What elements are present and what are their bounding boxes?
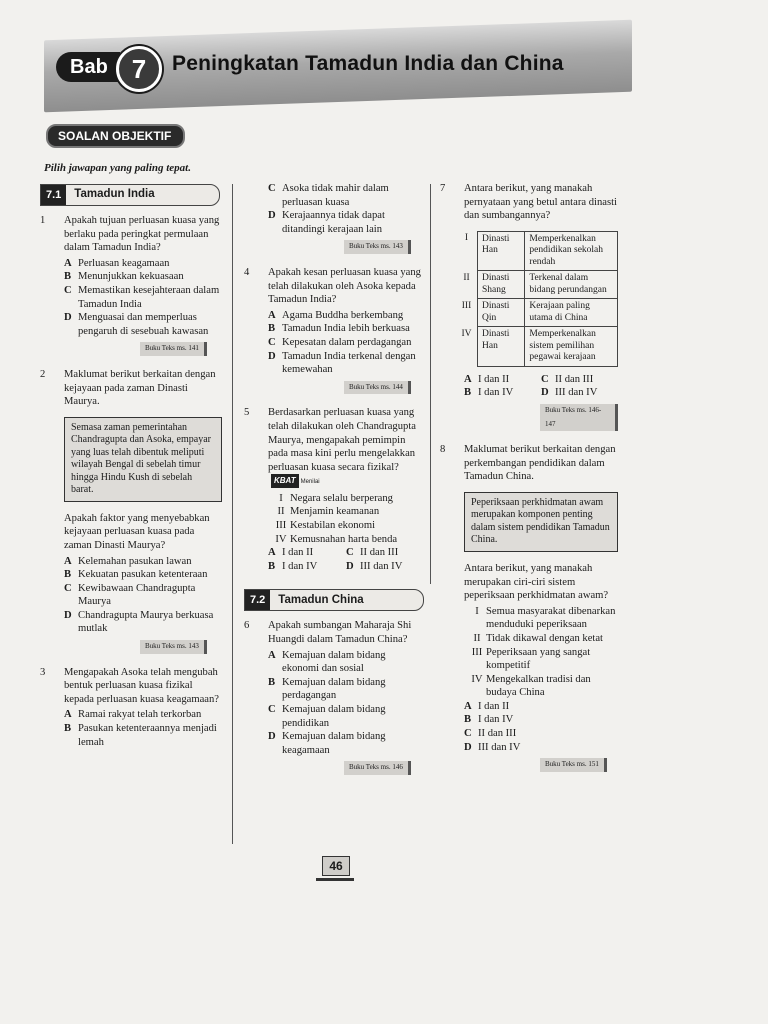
question-number: 5: [244, 407, 250, 419]
table-row: [456, 231, 618, 271]
roman-item: [272, 505, 424, 519]
option-text: III dan IV: [478, 741, 521, 753]
option-letter: A: [464, 700, 472, 712]
option-text: Agama Buddha berkembang: [282, 309, 404, 321]
option-text: III dan IV: [555, 387, 598, 399]
bab-label: Bab: [56, 52, 120, 82]
option-text: Kemajuan dalam bidang perdagangan: [282, 676, 386, 702]
textbook-reference: Buku Teks ms. 141: [140, 342, 207, 356]
option-text: Kemajuan dalam bidang ekonomi dan sosial: [282, 649, 386, 675]
question-6: [244, 619, 424, 646]
table-row: [456, 299, 618, 327]
textbook-reference: Buku Teks ms. 146-147: [540, 404, 618, 431]
option-letter: B: [464, 387, 472, 399]
option-row: [268, 560, 424, 574]
option-letter: C: [268, 704, 276, 715]
option[interactable]: [64, 284, 222, 311]
option[interactable]: [464, 713, 618, 727]
question-7: [440, 182, 618, 223]
question-2: [40, 368, 222, 409]
option-letter: C: [541, 373, 549, 385]
roman-item: [468, 632, 618, 646]
column-divider: [232, 184, 233, 844]
option[interactable]: [64, 568, 222, 582]
question-5: [244, 406, 424, 490]
option[interactable]: [464, 373, 541, 387]
option-letter: C: [346, 547, 354, 559]
option-text: Kekuatan pasukan ketenteraan: [78, 569, 208, 581]
question-number: 3: [40, 666, 46, 678]
option-text: Kemajuan dalam bidang keagamaan: [282, 731, 386, 756]
roman-numeral: I: [279, 492, 283, 504]
option-letter: D: [64, 312, 72, 324]
roman-numeral: IV: [275, 533, 287, 545]
question-text: Antara berikut, yang manakah merupakan ciri-ciri sistem peperiksaan perkhidmatan awam?: [464, 562, 609, 602]
option-text: II dan III: [478, 728, 517, 740]
info-box: Semasa zaman pemerintahan Chandragupta dan Asoka, empayar yang luas telah dibentuk meliputi wilayah Bengal di sebelah timur hingga Hindu Kush di sebelah barat.: [64, 417, 222, 502]
option[interactable]: [268, 182, 424, 209]
option-row: [464, 373, 618, 387]
question-text: Antara berikut, yang manakah pernyataan yang betul antara dinasti dan sumbangannya?: [464, 183, 617, 222]
option-letter: D: [268, 350, 276, 362]
question-3: [40, 666, 222, 707]
subsection-title: Tamadun India: [74, 188, 155, 201]
question-8: [440, 443, 618, 484]
option-text: II dan III: [555, 373, 594, 385]
question-text: Apakah kesan perluasan kuasa yang telah dilakukan oleh Asoka kepada Tamadun India?: [268, 266, 421, 306]
option-letter: D: [268, 210, 276, 222]
contribution-cell: Memperkenalkan sistem pemilihan pegawai kerajaan: [525, 327, 618, 367]
column-2: [244, 182, 424, 787]
info-box: Peperiksaan perkhidmatan awam merupakan komponen penting dalam sistem pendidikan Tamadun China.: [464, 492, 618, 552]
option[interactable]: [268, 350, 424, 377]
roman-numeral: III: [275, 520, 287, 532]
roman-item: [468, 605, 618, 632]
roman-numeral: II: [473, 632, 481, 644]
roman-numeral: II: [277, 506, 285, 518]
option-text: I dan IV: [478, 387, 514, 399]
dynasty-cell: Dinasti Han: [478, 231, 525, 271]
roman-text: Kestabilan ekonomi: [290, 520, 376, 532]
subsection-header-7-1: [40, 184, 220, 206]
question-4: [244, 266, 424, 307]
option[interactable]: [268, 676, 424, 703]
question-text: Apakah tujuan perluasan kuasa yang berlaku pada peringkat permulaan dalam Tamadun India?: [64, 215, 220, 254]
option-letter: C: [268, 336, 276, 348]
option-letter: A: [268, 547, 276, 559]
option-letter: A: [64, 709, 72, 721]
roman-text: Menjamin keamanan: [290, 506, 380, 518]
chapter-title: Peningkatan Tamadun India dan China: [172, 52, 564, 75]
option-letter: C: [464, 728, 472, 740]
roman-item: [272, 519, 424, 533]
page-number-underline: [316, 878, 354, 881]
option-letter: C: [64, 582, 72, 594]
roman-item: [272, 492, 424, 506]
option-row: [464, 386, 618, 400]
option[interactable]: [346, 560, 424, 574]
roman-numeral: IV: [471, 673, 483, 685]
roman-numeral: I: [475, 605, 479, 617]
option[interactable]: [268, 309, 424, 323]
option[interactable]: [268, 560, 346, 574]
textbook-reference: Buku Teks ms. 143: [344, 240, 411, 254]
option-letter: B: [64, 271, 72, 283]
question-number: 6: [244, 620, 250, 632]
section-label: SOALAN OBJEKTIF: [46, 124, 185, 148]
column-divider: [430, 184, 431, 584]
option-text: Kelemahan pasukan lawan: [78, 555, 192, 567]
subsection-number: 7.2: [245, 590, 270, 610]
option-letter: B: [64, 569, 72, 581]
question-number: 8: [440, 444, 446, 456]
option[interactable]: [64, 708, 222, 722]
question-text: Berdasarkan perluasan kuasa yang telah dilakukan oleh Chandragupta Maurya, mengapakah pemimpin pada masa kini perlu mengelakkan perluasan kuasa secara fizikal?: [268, 407, 416, 473]
roman-text: Kemusnahan harta benda: [290, 533, 398, 545]
column-1: [40, 184, 222, 749]
option-text: I dan II: [478, 700, 510, 712]
option[interactable]: [64, 257, 222, 271]
option-text: Chandragupta Maurya berkuasa mutlak: [78, 609, 214, 635]
option[interactable]: [268, 546, 346, 560]
kbat-level: Menilai: [300, 479, 320, 486]
contribution-cell: Memperkenalkan pendidikan sekolah rendah: [525, 231, 618, 271]
option[interactable]: [464, 386, 541, 400]
option-text: I dan IV: [478, 714, 514, 726]
roman-numeral: III: [461, 300, 472, 311]
option-letter: C: [64, 284, 72, 296]
option-text: I dan IV: [282, 560, 318, 572]
roman-item: [272, 533, 424, 547]
option-letter: D: [64, 609, 72, 621]
option-letter: B: [268, 560, 276, 572]
roman-text: Tidak dikawal dengan ketat: [486, 632, 603, 644]
option[interactable]: [64, 555, 222, 569]
option[interactable]: [541, 386, 618, 400]
question-text: Apakah sumbangan Maharaja Shi Huangdi dalam Tamadun China?: [268, 620, 412, 646]
option-letter: B: [268, 676, 276, 688]
option-letter: B: [268, 323, 276, 335]
contribution-cell: Kerajaan paling utama di China: [525, 299, 618, 327]
option-text: Kepesatan dalam perdagangan: [282, 336, 412, 348]
option-letter: A: [268, 649, 276, 661]
question-text: Apakah faktor yang menyebabkan kejayaan perluasan kuasa pada zaman Dinasti Maurya?: [64, 512, 210, 551]
roman-item: [468, 646, 618, 673]
option-letter: A: [268, 309, 276, 321]
instruction: Pilih jawapan yang paling tepat.: [44, 162, 191, 174]
dynasty-table: [456, 231, 618, 367]
option[interactable]: [64, 722, 222, 749]
option-text: Ramai rakyat telah terkorban: [78, 709, 202, 721]
question-2-prompt: [40, 512, 222, 553]
roman-text: Mengekalkan tradisi dan budaya China: [486, 673, 591, 699]
question-1: [40, 214, 222, 255]
option-row: [268, 546, 424, 560]
option-text: Kewibawaan Chandragupta Maurya: [78, 582, 196, 608]
option[interactable]: [64, 582, 222, 609]
textbook-reference: Buku Teks ms. 144: [344, 381, 411, 395]
option-letter: D: [541, 387, 549, 399]
option-letter: A: [464, 373, 472, 385]
option[interactable]: [268, 336, 424, 350]
option-text: Memastikan kesejahteraan dalam Tamadun India: [78, 284, 220, 310]
option[interactable]: [464, 741, 618, 755]
option-text: Kerajaannya tidak dapat ditandingi kerajaan lain: [282, 210, 385, 235]
option-letter: D: [346, 560, 354, 572]
textbook-reference: Buku Teks ms. 143: [140, 640, 207, 654]
question-number: 7: [440, 183, 446, 194]
question-number: 2: [40, 368, 46, 380]
contribution-cell: Terkenal dalam bidang perundangan: [525, 271, 618, 299]
option-text: Menguasai dan memperluas pengaruh di sesebuah kawasan: [78, 312, 209, 337]
dynasty-cell: Dinasti Shang: [478, 271, 525, 299]
option-letter: A: [64, 555, 72, 567]
roman-item: [468, 673, 618, 700]
option-letter: A: [64, 257, 72, 269]
roman-numeral: II: [463, 272, 470, 283]
question-text: Maklumat berikut berkaitan dengan kejayaan pada zaman Dinasti Maurya.: [64, 368, 216, 408]
roman-text: Negara selalu berperang: [290, 492, 393, 504]
question-text: Mengapakah Asoka telah mengubah bentuk perluasan kuasa fizikal kepada perluasan kuasa keagamaan?: [64, 666, 219, 705]
page-number: 46: [322, 856, 350, 876]
option[interactable]: [268, 703, 424, 730]
dynasty-cell: Dinasti Han: [478, 327, 525, 367]
option-text: Tamadun India terkenal dengan kemewahan: [282, 350, 416, 376]
option[interactable]: [464, 727, 618, 741]
textbook-reference: Buku Teks ms. 151: [540, 758, 607, 772]
dynasty-cell: Dinasti Qin: [478, 299, 525, 327]
question-text: Maklumat berikut berkaitan dengan perkembangan pendidikan dalam Tamadun China.: [464, 444, 616, 483]
subsection-title: Tamadun China: [278, 593, 364, 606]
option-text: III dan IV: [360, 560, 403, 572]
option-letter: B: [64, 723, 72, 735]
column-3: [440, 182, 618, 784]
option[interactable]: [464, 700, 618, 714]
option-text: Tamadun India lebih berkuasa: [282, 323, 410, 335]
option[interactable]: [268, 209, 424, 236]
option-text: I dan II: [282, 547, 314, 559]
option-text: Asoka tidak mahir dalam perluasan kuasa: [282, 183, 389, 208]
option[interactable]: [346, 546, 424, 560]
option[interactable]: [64, 311, 222, 338]
option[interactable]: [64, 609, 222, 636]
option[interactable]: [64, 270, 222, 284]
option-text: Perluasan keagamaan: [78, 257, 170, 269]
option[interactable]: [268, 322, 424, 336]
option-text: I dan II: [478, 373, 510, 385]
option[interactable]: [268, 649, 424, 676]
roman-numeral: III: [471, 646, 483, 658]
table-row: [456, 327, 618, 367]
option-text: II dan III: [360, 547, 399, 559]
option[interactable]: [268, 730, 424, 757]
option-letter: C: [268, 183, 276, 194]
textbook-reference: Buku Teks ms. 146: [344, 761, 411, 775]
subsection-number: 7.1: [41, 185, 66, 205]
table-row: [456, 271, 618, 299]
subsection-header-7-2: [244, 589, 424, 611]
option-letter: B: [464, 714, 472, 726]
question-number: 4: [244, 266, 250, 278]
chapter-number: 7: [116, 46, 162, 92]
option-text: Pasukan ketenteraannya menjadi lemah: [78, 723, 217, 748]
roman-text: Semua masyarakat dibenarkan menduduki peperiksaan: [486, 605, 616, 631]
question-8-prompt: [440, 562, 618, 603]
roman-text: Peperiksaan yang sangat kompetitif: [486, 646, 591, 672]
kbat-badge: KBAT: [271, 474, 299, 488]
option-letter: D: [464, 741, 472, 753]
question-number: 1: [40, 215, 46, 226]
option-text: Menunjukkan kekuasaan: [78, 271, 184, 283]
roman-numeral: IV: [461, 328, 472, 339]
option[interactable]: [541, 373, 618, 387]
option-letter: D: [268, 731, 276, 743]
roman-numeral: I: [464, 233, 469, 244]
option-text: Kemajuan dalam bidang pendidikan: [282, 704, 386, 729]
